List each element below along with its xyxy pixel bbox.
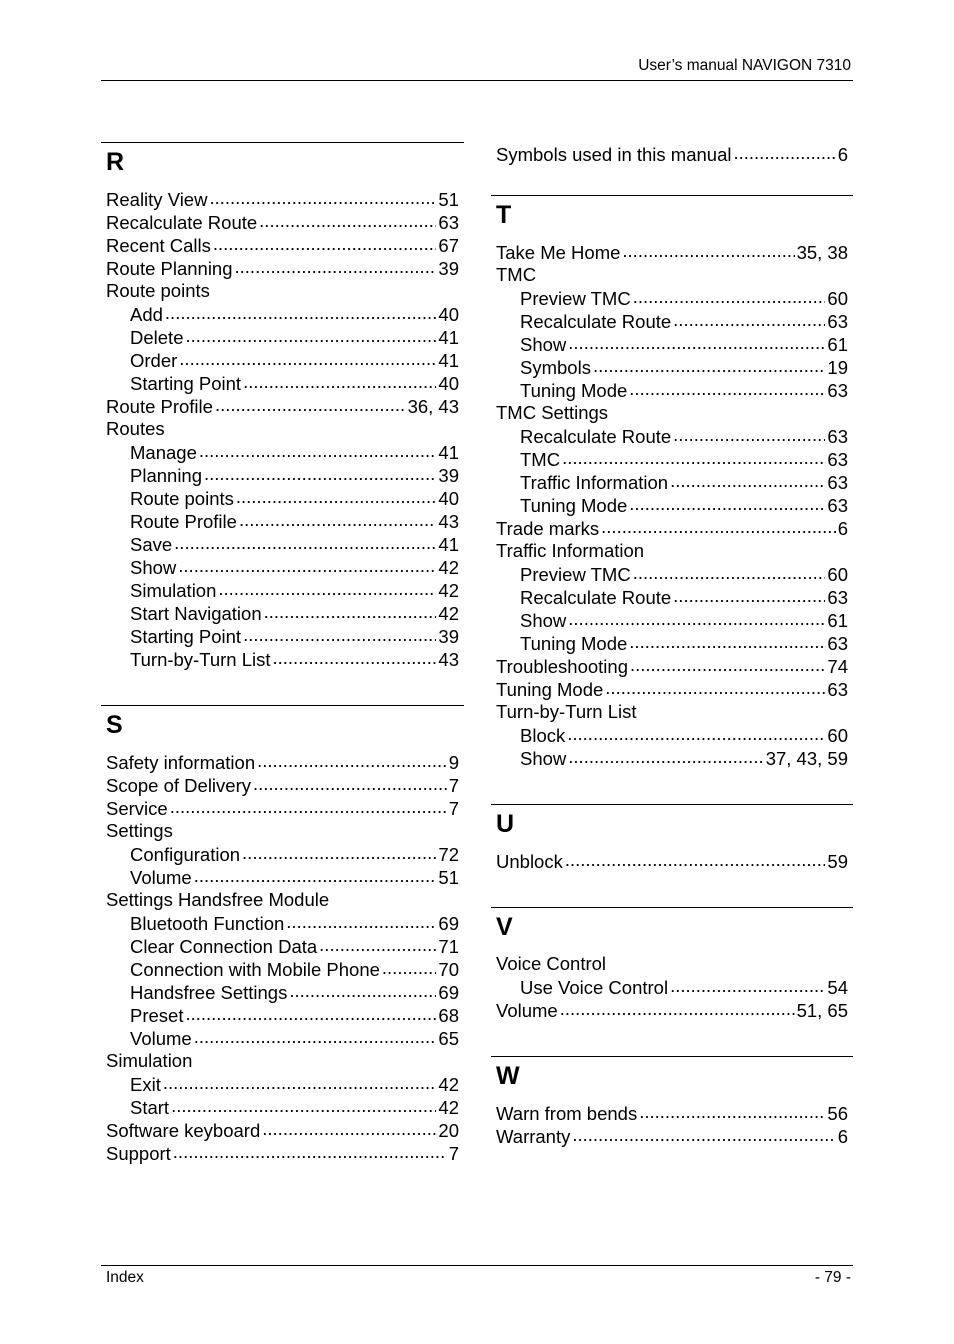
- index-section-s: [101, 705, 464, 1164]
- entry-label: TMC: [496, 264, 537, 285]
- dot-leader: [243, 624, 436, 643]
- entry-label: Simulation: [106, 1050, 193, 1071]
- index-section-continued: [491, 142, 853, 165]
- entry-page-numbers: 42: [438, 1096, 459, 1118]
- dot-leader: [165, 302, 437, 321]
- index-subentry: [101, 509, 464, 532]
- index-subentry: [101, 647, 464, 670]
- dot-leader: [259, 210, 436, 229]
- index-entry: [101, 417, 464, 440]
- dot-leader: [264, 601, 437, 620]
- entry-label: Planning: [130, 464, 203, 486]
- index-subentry: [491, 286, 853, 309]
- dot-leader: [670, 975, 825, 994]
- entry-label: Route points: [130, 487, 234, 509]
- entry-label: Tuning Mode: [520, 379, 628, 401]
- entry-label: Starting Point: [130, 625, 242, 647]
- dot-leader: [173, 1141, 447, 1160]
- index-entry: [101, 796, 464, 819]
- entry-label: Recalculate Route: [520, 310, 672, 332]
- dot-leader: [242, 842, 436, 861]
- index-entry: [491, 401, 853, 424]
- entry-label: Settings: [106, 820, 173, 841]
- entry-label: Show: [520, 609, 567, 631]
- index-subentry: [491, 424, 853, 447]
- dot-leader: [633, 286, 826, 305]
- entry-page-numbers: 7: [448, 1142, 459, 1164]
- section-rule: [491, 907, 853, 908]
- entry-label: Service: [106, 797, 168, 819]
- entry-page-numbers: 65: [438, 1027, 459, 1049]
- dot-leader: [185, 325, 436, 344]
- section-letter: R: [106, 148, 125, 176]
- entry-label: Starting Point: [130, 372, 242, 394]
- entry-label: Recalculate Route: [106, 211, 258, 233]
- index-entry: [491, 1101, 853, 1124]
- dot-leader: [257, 750, 447, 769]
- entry-page-numbers: 41: [438, 349, 459, 371]
- dot-leader: [673, 585, 825, 604]
- entry-label: Route points: [106, 280, 210, 301]
- dot-leader: [733, 142, 835, 161]
- entry-label: Start Navigation: [130, 602, 262, 624]
- dot-leader: [236, 486, 437, 505]
- dot-leader: [209, 187, 436, 206]
- section-rule: [491, 1056, 853, 1057]
- dot-leader: [633, 562, 826, 581]
- entry-label: Show: [520, 747, 567, 769]
- dot-leader: [605, 677, 825, 696]
- index-subentry: [101, 532, 464, 555]
- index-entry: [491, 849, 853, 872]
- entry-label: Volume: [130, 866, 192, 888]
- entry-label: Settings Handsfree Module: [106, 889, 330, 910]
- entry-page-numbers: 7: [448, 797, 459, 819]
- entry-list: [491, 240, 853, 769]
- entry-list: [101, 187, 464, 670]
- header-rule: [101, 80, 853, 81]
- entry-label: Save: [130, 533, 173, 555]
- index-entry: [101, 819, 464, 842]
- entry-page-numbers: 39: [438, 625, 459, 647]
- index-subentry: [491, 562, 853, 585]
- index-entry: [491, 952, 853, 975]
- entry-page-numbers: 63: [827, 494, 848, 516]
- entry-page-numbers: 54: [827, 976, 848, 998]
- entry-page-numbers: 51: [438, 188, 459, 210]
- entry-page-numbers: 69: [438, 981, 459, 1003]
- entry-page-numbers: 71: [438, 935, 459, 957]
- entry-list: [491, 142, 853, 165]
- footer-page-number: - 79 -: [814, 1269, 851, 1286]
- dot-leader: [174, 532, 436, 551]
- index-entry: [491, 998, 853, 1021]
- index-subentry: [101, 911, 464, 934]
- entry-label: Delete: [130, 326, 184, 348]
- index-section-v: [491, 907, 853, 1021]
- dot-leader: [639, 1101, 825, 1120]
- index-subentry: [491, 723, 853, 746]
- index-entry: [101, 279, 464, 302]
- entry-label: Tuning Mode: [496, 678, 604, 700]
- entry-page-numbers: 37, 43, 59: [765, 747, 848, 769]
- index-subentry: [491, 470, 853, 493]
- entry-label: Add: [130, 303, 163, 325]
- section-letter: W: [496, 1062, 520, 1090]
- dot-leader: [565, 849, 826, 868]
- entry-label: Trade marks: [496, 517, 600, 539]
- running-header: User’s manual NAVIGON 7310: [638, 57, 851, 74]
- index-subentry: [101, 1072, 464, 1095]
- dot-leader: [568, 332, 825, 351]
- dot-leader: [178, 555, 436, 574]
- entry-label: Warranty: [496, 1125, 571, 1147]
- entry-label: Preset: [130, 1004, 184, 1026]
- entry-label: Configuration: [130, 843, 241, 865]
- entry-page-numbers: 40: [438, 303, 459, 325]
- index-entry: [101, 394, 464, 417]
- entry-label: Unblock: [496, 850, 563, 872]
- entry-page-numbers: 40: [438, 372, 459, 394]
- index-subentry: [101, 1095, 464, 1118]
- entry-label: Symbols: [520, 356, 591, 378]
- entry-page-numbers: 35, 38: [796, 241, 848, 263]
- entry-label: Voice Control: [496, 953, 607, 974]
- index-entry: [101, 256, 464, 279]
- entry-page-numbers: 74: [827, 655, 848, 677]
- index-entry: [101, 750, 464, 773]
- entry-page-numbers: 43: [438, 510, 459, 532]
- entry-label: Turn-by-Turn List: [130, 648, 271, 670]
- entry-page-numbers: 63: [827, 448, 848, 470]
- dot-leader: [560, 998, 795, 1017]
- index-section-u: [491, 804, 853, 872]
- entry-label: Preview TMC: [520, 563, 631, 585]
- entry-page-numbers: 68: [438, 1004, 459, 1026]
- index-subentry: [101, 842, 464, 865]
- entry-label: Block: [520, 724, 566, 746]
- entry-page-numbers: 20: [438, 1119, 459, 1141]
- index-subentry: [491, 355, 853, 378]
- index-entry: [101, 773, 464, 796]
- dot-leader: [568, 746, 763, 765]
- entry-label: Show: [520, 333, 567, 355]
- index-subentry: [101, 325, 464, 348]
- footer-section-name: Index: [106, 1269, 144, 1286]
- entry-label: Manage: [130, 441, 197, 463]
- entry-page-numbers: 40: [438, 487, 459, 509]
- index-subentry: [101, 957, 464, 980]
- section-letter: U: [496, 810, 515, 838]
- entry-page-numbers: 9: [448, 751, 459, 773]
- dot-leader: [243, 371, 436, 390]
- index-subentry: [491, 608, 853, 631]
- dot-leader: [235, 256, 437, 275]
- entry-page-numbers: 41: [438, 533, 459, 555]
- entry-page-numbers: 51: [438, 866, 459, 888]
- dot-leader: [629, 631, 825, 650]
- dot-leader: [204, 463, 436, 482]
- entry-label: Warn from bends: [496, 1102, 638, 1124]
- index-entry: [491, 516, 853, 539]
- entry-page-numbers: 51, 65: [796, 999, 848, 1021]
- dot-leader: [171, 1095, 436, 1114]
- entry-label: Recalculate Route: [520, 586, 672, 608]
- index-subentry: [491, 975, 853, 998]
- entry-page-numbers: 42: [438, 556, 459, 578]
- entry-label: Support: [106, 1142, 171, 1164]
- dot-leader: [179, 348, 436, 367]
- index-subentry: [101, 934, 464, 957]
- index-entry: [101, 1118, 464, 1141]
- index-entry: [491, 240, 853, 263]
- entry-page-numbers: 59: [827, 850, 848, 872]
- dot-leader: [572, 1124, 835, 1143]
- dot-leader: [273, 647, 437, 666]
- entry-label: Show: [130, 556, 177, 578]
- index-subentry: [491, 746, 853, 769]
- entry-page-numbers: 69: [438, 912, 459, 934]
- dot-leader: [670, 470, 825, 489]
- entry-label: Route Profile: [130, 510, 237, 532]
- entry-label: Route Planning: [106, 257, 233, 279]
- index-entry: [491, 539, 853, 562]
- entry-label: Software keyboard: [106, 1119, 261, 1141]
- entry-page-numbers: 61: [827, 333, 848, 355]
- entry-label: Tuning Mode: [520, 494, 628, 516]
- dot-leader: [319, 934, 436, 953]
- entry-label: Volume: [496, 999, 558, 1021]
- dot-leader: [199, 440, 437, 459]
- entry-label: Recent Calls: [106, 234, 211, 256]
- dot-leader: [239, 509, 436, 528]
- entry-label: Exit: [130, 1073, 161, 1095]
- dot-leader: [630, 654, 825, 673]
- entry-list: [491, 849, 853, 872]
- section-letter: T: [496, 201, 512, 229]
- index-subentry: [101, 486, 464, 509]
- dot-leader: [194, 1026, 437, 1045]
- entry-list: [491, 952, 853, 1021]
- index-entry: [101, 1049, 464, 1072]
- index-subentry: [101, 624, 464, 647]
- index-entry: [491, 700, 853, 723]
- section-letter: S: [106, 711, 123, 739]
- entry-label: Traffic Information: [496, 540, 645, 561]
- dot-leader: [215, 394, 406, 413]
- entry-page-numbers: 60: [827, 287, 848, 309]
- index-subentry: [491, 585, 853, 608]
- entry-label: Bluetooth Function: [130, 912, 285, 934]
- section-rule: [101, 705, 464, 706]
- entry-label: Safety information: [106, 751, 256, 773]
- index-subentry: [101, 865, 464, 888]
- footer-rule: [101, 1265, 853, 1266]
- entry-label: Simulation: [130, 579, 217, 601]
- entry-page-numbers: 70: [438, 958, 459, 980]
- dot-leader: [673, 424, 825, 443]
- entry-page-numbers: 63: [827, 379, 848, 401]
- index-entry: [491, 142, 853, 165]
- entry-page-numbers: 41: [438, 441, 459, 463]
- entry-label: Scope of Delivery: [106, 774, 251, 796]
- section-rule: [101, 142, 464, 143]
- entry-label: Handsfree Settings: [130, 981, 288, 1003]
- entry-label: Recalculate Route: [520, 425, 672, 447]
- index-subentry: [491, 447, 853, 470]
- entry-label: Volume: [130, 1027, 192, 1049]
- index-entry: [101, 210, 464, 233]
- dot-leader: [286, 911, 436, 930]
- entry-label: Route Profile: [106, 395, 213, 417]
- dot-leader: [213, 233, 437, 252]
- entry-page-numbers: 72: [438, 843, 459, 865]
- index-entry: [491, 263, 853, 286]
- index-subentry: [491, 309, 853, 332]
- dot-leader: [185, 1003, 436, 1022]
- entry-label: TMC: [520, 448, 561, 470]
- dot-leader: [382, 957, 437, 976]
- index-subentry: [101, 440, 464, 463]
- index-subentry: [101, 463, 464, 486]
- entry-page-numbers: 67: [438, 234, 459, 256]
- index-entry: [101, 233, 464, 256]
- section-rule: [491, 195, 853, 196]
- dot-leader: [289, 980, 436, 999]
- index-subentry: [491, 332, 853, 355]
- entry-label: Routes: [106, 418, 165, 439]
- entry-page-numbers: 43: [438, 648, 459, 670]
- index-section-w: [491, 1056, 853, 1147]
- entry-label: Traffic Information: [520, 471, 669, 493]
- entry-label: Reality View: [106, 188, 208, 210]
- index-entry: [101, 1141, 464, 1164]
- entry-label: Start: [130, 1096, 170, 1118]
- entry-page-numbers: 61: [827, 609, 848, 631]
- index-subentry: [101, 302, 464, 325]
- index-entry: [101, 187, 464, 210]
- entry-page-numbers: 63: [827, 310, 848, 332]
- entry-label: Troubleshooting: [496, 655, 628, 677]
- entry-page-numbers: 60: [827, 724, 848, 746]
- entry-page-numbers: 39: [438, 257, 459, 279]
- index-entry: [491, 1124, 853, 1147]
- entry-label: TMC Settings: [496, 402, 609, 423]
- entry-label: Order: [130, 349, 178, 371]
- dot-leader: [629, 378, 825, 397]
- dot-leader: [673, 309, 825, 328]
- dot-leader: [170, 796, 447, 815]
- entry-page-numbers: 63: [438, 211, 459, 233]
- section-letter: V: [496, 913, 513, 941]
- entry-page-numbers: 60: [827, 563, 848, 585]
- entry-page-numbers: 19: [827, 356, 848, 378]
- entry-page-numbers: 7: [448, 774, 459, 796]
- dot-leader: [568, 608, 825, 627]
- dot-leader: [218, 578, 436, 597]
- entry-page-numbers: 42: [438, 579, 459, 601]
- index-entry: [491, 654, 853, 677]
- entry-page-numbers: 41: [438, 326, 459, 348]
- dot-leader: [622, 240, 794, 259]
- entry-page-numbers: 39: [438, 464, 459, 486]
- entry-list: [491, 1101, 853, 1147]
- index-subentry: [101, 980, 464, 1003]
- index-subentry: [101, 1003, 464, 1026]
- entry-label: Use Voice Control: [520, 976, 669, 998]
- dot-leader: [601, 516, 836, 535]
- index-subentry: [101, 601, 464, 624]
- entry-label: Turn-by-Turn List: [496, 701, 637, 722]
- entry-page-numbers: 42: [438, 1073, 459, 1095]
- dot-leader: [562, 447, 825, 466]
- entry-page-numbers: 56: [827, 1102, 848, 1124]
- index-subentry: [491, 631, 853, 654]
- index-subentry: [101, 371, 464, 394]
- index-subentry: [101, 578, 464, 601]
- index-subentry: [101, 555, 464, 578]
- index-subentry: [491, 493, 853, 516]
- index-section-t: [491, 195, 853, 769]
- section-rule: [491, 804, 853, 805]
- index-subentry: [491, 378, 853, 401]
- entry-page-numbers: 63: [827, 678, 848, 700]
- entry-page-numbers: 6: [837, 1125, 848, 1147]
- entry-list: [101, 750, 464, 1164]
- entry-label: Connection with Mobile Phone: [130, 958, 380, 980]
- entry-label: Clear Connection Data: [130, 935, 318, 957]
- entry-page-numbers: 63: [827, 425, 848, 447]
- entry-label: Take Me Home: [496, 241, 621, 263]
- index-entry: [491, 677, 853, 700]
- entry-page-numbers: 42: [438, 602, 459, 624]
- entry-page-numbers: 6: [837, 143, 848, 165]
- entry-page-numbers: 63: [827, 632, 848, 654]
- entry-label: Symbols used in this manual: [496, 143, 732, 165]
- index-entry: [101, 888, 464, 911]
- index-subentry: [101, 348, 464, 371]
- entry-page-numbers: 36, 43: [407, 395, 459, 417]
- entry-page-numbers: 63: [827, 471, 848, 493]
- index-subentry: [101, 1026, 464, 1049]
- entry-page-numbers: 6: [837, 517, 848, 539]
- entry-label: Preview TMC: [520, 287, 631, 309]
- index-section-r: [101, 142, 464, 670]
- dot-leader: [163, 1072, 437, 1091]
- entry-label: Tuning Mode: [520, 632, 628, 654]
- dot-leader: [253, 773, 447, 792]
- entry-page-numbers: 63: [827, 586, 848, 608]
- dot-leader: [567, 723, 825, 742]
- dot-leader: [593, 355, 825, 374]
- dot-leader: [262, 1118, 436, 1137]
- dot-leader: [629, 493, 825, 512]
- dot-leader: [194, 865, 437, 884]
